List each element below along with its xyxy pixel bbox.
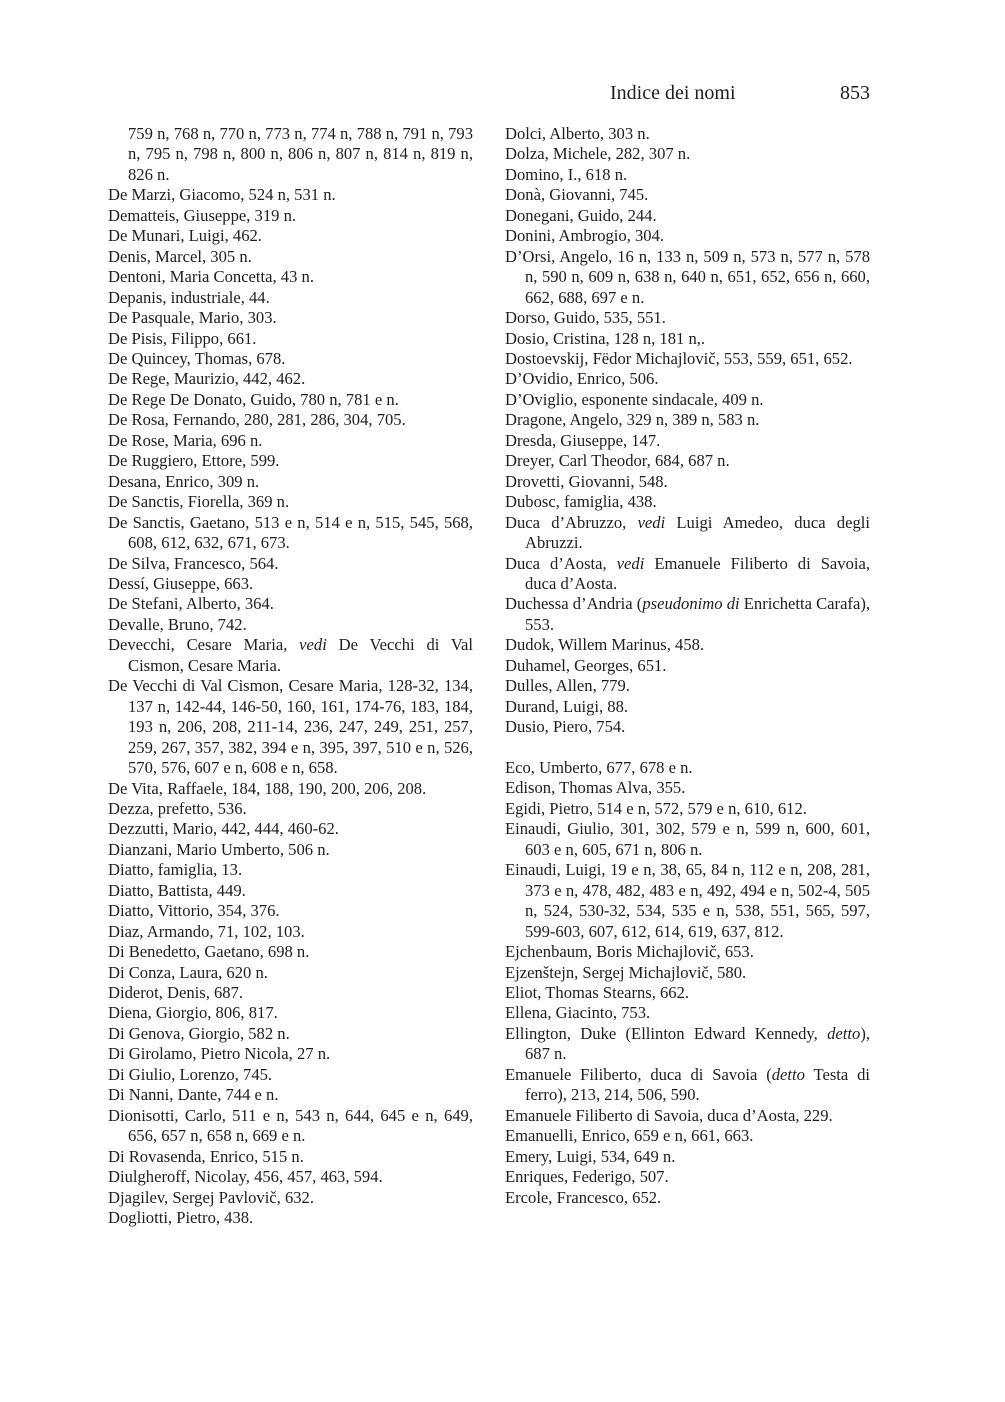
index-entry (108, 472, 473, 492)
index-entry (108, 1147, 473, 1167)
index-entry-text: Emanuele Filiberto, duca di Savoia ( (505, 1064, 772, 1084)
index-entry-text: Denis, Marcel, 305 n. (108, 246, 252, 266)
index-entry-text: Diatto, Battista, 449. (108, 880, 246, 900)
index-entry (505, 1065, 870, 1106)
index-entry (505, 247, 870, 308)
index-entry-italic-text: pseudonimo di (642, 594, 740, 614)
index-entry-text: Dusio, Piero, 754. (505, 717, 626, 737)
index-entry-text: Diulgheroff, Nicolay, 456, 457, 463, 594. (108, 1167, 383, 1187)
index-entry-text: Duca d’Aosta, (505, 553, 617, 573)
index-entry-text: D’Orsi, Angelo, 16 n, 133 n, 509 n, 573 n, 577 n, 578 n, 590 n, 609 n, 638 n, 640 n, 651, 652, 656 n, 660, 662, 688, 697 e n. (505, 246, 870, 307)
index-entry-text: Di Genova, Giorgio, 582 n. (108, 1023, 290, 1043)
index-entry (505, 1126, 870, 1146)
index-entry-text: Diatto, famiglia, 13. (108, 860, 243, 880)
index-entry-text: Duchessa d’Andria ( (505, 594, 643, 614)
index-entry (108, 451, 473, 471)
index-entry (505, 983, 870, 1003)
index-entry (505, 431, 870, 451)
index-entry-text: De Rosa, Fernando, 280, 281, 286, 304, 705. (108, 410, 406, 430)
index-entry-text: De Munari, Luigi, 462. (108, 226, 262, 246)
index-entry (108, 1065, 473, 1085)
index-entry (505, 513, 870, 554)
index-entry-text: Dragone, Angelo, 329 n, 389 n, 583 n. (505, 410, 760, 430)
index-entry-text: Donini, Ambrogio, 304. (505, 226, 665, 246)
index-entry (505, 697, 870, 717)
index-entry-text: De Stefani, Alberto, 364. (108, 594, 274, 614)
index-entry (108, 676, 473, 778)
index-entry (505, 799, 870, 819)
index-entry-text: Devalle, Bruno, 742. (108, 614, 247, 634)
index-entry (108, 860, 473, 880)
index-entry (108, 513, 473, 554)
index-entry (108, 369, 473, 389)
index-entry (505, 410, 870, 430)
index-entry (108, 922, 473, 942)
index-entry (505, 472, 870, 492)
index-entry (108, 901, 473, 921)
index-entry-text: De Silva, Francesco, 564. (108, 553, 279, 573)
index-entry-text: Ercole, Francesco, 652. (505, 1187, 662, 1207)
index-entry-text: Dezza, prefetto, 536. (108, 798, 247, 818)
index-entry-text: Donegani, Guido, 244. (505, 205, 657, 225)
index-entry-text: Eliot, Thomas Stearns, 662. (505, 983, 690, 1003)
index-entry (505, 676, 870, 696)
running-head-title: Indice dei nomi (610, 82, 736, 104)
index-entry-italic-text: detto (827, 1023, 861, 1043)
index-entry-text: Desana, Enrico, 309 n. (108, 471, 260, 491)
page-number: 853 (840, 82, 870, 104)
index-entry-text: Dostoevskij, Fëdor Michajlovič, 553, 559, 651, 652. (505, 348, 853, 368)
index-entry-text: Ejzenštejn, Sergej Michajlovič, 580. (505, 962, 747, 982)
index-entry-text: Emanuelli, Enrico, 659 e n, 661, 663. (505, 1126, 754, 1146)
index-entry-text: Di Rovasenda, Enrico, 515 n. (108, 1146, 304, 1166)
index-entry (108, 881, 473, 901)
index-entry-text: Dolza, Michele, 282, 307 n. (505, 144, 691, 164)
index-entry (505, 717, 870, 737)
index-entry-text: D’Oviglio, esponente sindacale, 409 n. (505, 389, 764, 409)
index-entry (108, 779, 473, 799)
index-entry-text: Dubosc, famiglia, 438. (505, 492, 657, 512)
index-entry (108, 185, 473, 205)
index-entry-text: Djagilev, Sergej Pavlovič, 632. (108, 1187, 315, 1207)
index-entry (108, 492, 473, 512)
index-entry-text: Einaudi, Giulio, 301, 302, 579 e n, 599 n, 600, 601, 603 e n, 605, 671 n, 806 n. (505, 819, 870, 859)
index-entry-text: Egidi, Pietro, 514 e n, 572, 579 e n, 610, 612. (505, 798, 807, 818)
index-entry (505, 165, 870, 185)
index-entry-text: Edison, Thomas Alva, 355. (505, 778, 686, 798)
index-entry-italic-text: vedi (616, 553, 645, 573)
index-entry (108, 983, 473, 1003)
index-entry (505, 1024, 870, 1065)
index-entry-text: Luigi Amedeo, duca degli Abruzzi. (525, 512, 870, 553)
index-entry-text: Enriques, Federigo, 507. (505, 1167, 669, 1187)
index-entry (505, 819, 870, 860)
index-entry-text: Emanuele Filiberto di Savoia, duca d’Aosta. (525, 553, 871, 593)
index-entry-text: Dessí, Giuseppe, 663. (108, 573, 254, 593)
index-entry-text: Domino, I., 618 n. (505, 164, 628, 184)
index-entry-text: ), 687 n. (525, 1023, 870, 1064)
index-entry (108, 635, 473, 676)
index-entry (108, 1003, 473, 1023)
index-entry-text: Dianzani, Mario Umberto, 506 n. (108, 839, 330, 859)
index-entry (505, 554, 870, 595)
index-entry-text: Diderot, Denis, 687. (108, 983, 244, 1003)
index-entry (505, 942, 870, 962)
index-entry-text: Di Nanni, Dante, 744 e n. (108, 1085, 279, 1105)
index-entry-text: Dezzutti, Mario, 442, 444, 460-62. (108, 819, 339, 839)
index-entry-text: De Rose, Maria, 696 n. (108, 430, 263, 450)
index-entry-text: Dorso, Guido, 535, 551. (505, 308, 666, 328)
index-entry (505, 758, 870, 778)
letter-section-gap (505, 738, 870, 758)
index-entry-text: De Pisis, Filippo, 661. (108, 328, 257, 348)
index-entry (108, 942, 473, 962)
index-entry (505, 635, 870, 655)
index-entry-text: Dresda, Giuseppe, 147. (505, 430, 661, 450)
index-entry-text: 759 n, 768 n, 770 n, 773 n, 774 n, 788 n, 791 n, 793 n, 795 n, 798 n, 800 n, 806 n, 807 n, 814 n, 819 n, 826 n. (128, 124, 473, 184)
index-entry-text: Dionisotti, Carlo, 511 e n, 543 n, 644, 645 e n, 649, 656, 657 n, 658 n, 669 e n. (108, 1105, 473, 1146)
index-entry-text: Emanuele Filiberto di Savoia, duca d’Aosta, 229. (505, 1105, 833, 1125)
index-entry (505, 656, 870, 676)
index-entry-text: Dentoni, Maria Concetta, 43 n. (108, 267, 314, 287)
index-entry (108, 840, 473, 860)
index-entry (505, 860, 870, 942)
index-entry-text: De Sanctis, Fiorella, 369 n. (108, 492, 290, 512)
index-entry (505, 1167, 870, 1187)
index-entry (108, 247, 473, 267)
index-entry-text: De Ruggiero, Ettore, 599. (108, 451, 280, 471)
index-entry (505, 1106, 870, 1126)
index-entry (108, 308, 473, 328)
index-entry (108, 819, 473, 839)
index-entry-text: D’Ovidio, Enrico, 506. (505, 369, 659, 389)
index-entry-text: Di Girolamo, Pietro Nicola, 27 n. (108, 1044, 331, 1064)
index-entry (108, 1085, 473, 1105)
index-entry-text: Dematteis, Giuseppe, 319 n. (108, 205, 297, 225)
index-entry (505, 144, 870, 164)
index-entry-text: De Rege De Donato, Guido, 780 n, 781 e n. (108, 389, 399, 409)
index-entry (108, 124, 473, 185)
index-entry (108, 594, 473, 614)
index-entry-text: Dudok, Willem Marinus, 458. (505, 635, 705, 655)
index-entry-text: Eco, Umberto, 677, 678 e n. (505, 758, 693, 778)
index-entry-text: Duhamel, Georges, 651. (505, 655, 667, 675)
index-entry-text: Diaz, Armando, 71, 102, 103. (108, 921, 305, 941)
index-entry-text: Diena, Giorgio, 806, 817. (108, 1003, 278, 1023)
index-entry (505, 329, 870, 349)
index-entry-text: De Rege, Maurizio, 442, 462. (108, 369, 306, 389)
index-entry (505, 492, 870, 512)
index-entry (108, 267, 473, 287)
index-entry (108, 1167, 473, 1187)
index-entry-text: Dogliotti, Pietro, 438. (108, 1208, 254, 1228)
index-entry (108, 615, 473, 635)
index-entry-text: De Marzi, Giacomo, 524 n, 531 n. (108, 185, 336, 205)
index-entry (108, 1106, 473, 1147)
index-column-left (108, 124, 473, 1228)
index-entry-italic-text: vedi (637, 512, 666, 532)
index-entry-text: Dolci, Alberto, 303 n. (505, 124, 650, 143)
index-entry-text: De Pasquale, Mario, 303. (108, 308, 277, 328)
index-entry-text: Ellena, Giacinto, 753. (505, 1003, 651, 1023)
index-entry (108, 410, 473, 430)
index-entry (108, 1044, 473, 1064)
index-entry (505, 1003, 870, 1023)
index-entry (505, 349, 870, 369)
index-entry-text: De Vecchi di Val Cismon, Cesare Maria, 128-32, 134, 137 n, 142-44, 146-50, 160, 161, 174-76, 183, 184, 193 n, 206, 208, 211-14, 236, 247, 249, 251, 257, 259, 267, 357, 382, 394 e n, 395, 397, 510 e n, 526, 570, 576, 607 e n, 608 e n, 658. (108, 676, 473, 778)
index-entry-text: De Vita, Raffaele, 184, 188, 190, 200, 206, 208. (108, 778, 427, 798)
index-entry-text: Depanis, industriale, 44. (108, 287, 270, 307)
index-entry-text: De Vecchi di Val Cismon, Cesare Maria. (128, 635, 473, 675)
index-entry-text: Drovetti, Giovanni, 548. (505, 471, 668, 491)
index-entry (505, 1188, 870, 1208)
index-entry (505, 963, 870, 983)
running-head (600, 80, 870, 106)
index-entry (108, 574, 473, 594)
index-entry (505, 185, 870, 205)
index-entry (505, 308, 870, 328)
index-entry-text: Di Giulio, Lorenzo, 745. (108, 1064, 273, 1084)
index-entry (505, 369, 870, 389)
index-entry (108, 349, 473, 369)
index-entry (505, 1147, 870, 1167)
index-entry-text: Duca d’Abruzzo, (505, 512, 638, 532)
index-entry (505, 206, 870, 226)
index-entry (505, 451, 870, 471)
index-entry-text: Dosio, Cristina, 128 n, 181 n,. (505, 328, 706, 348)
index-entry-italic-text: detto (771, 1064, 805, 1084)
index-entry (108, 799, 473, 819)
index-entry-text: Testa di ferro), 213, 214, 506, 590. (525, 1064, 870, 1105)
index-entry-text: Emery, Luigi, 534, 649 n. (505, 1146, 676, 1166)
index-entry-text: Einaudi, Luigi, 19 e n, 38, 65, 84 n, 112 e n, 208, 281, 373 e n, 478, 482, 483 e n, 492, 494 e n, 502-4, 505 n, 524, 530-32, 534, 535 e n, 538, 551, 565, 597, 599-603, 607, 612, 614, 619, 637, 812. (505, 860, 870, 941)
index-entry (108, 554, 473, 574)
index-entry-text: Di Benedetto, Gaetano, 698 n. (108, 942, 310, 962)
index-entry (108, 329, 473, 349)
index-entry (505, 594, 870, 635)
index-entry-text: Diatto, Vittorio, 354, 376. (108, 901, 280, 921)
index-entry (108, 1188, 473, 1208)
index-entry-text: Ellington, Duke (Ellinton Edward Kennedy, (505, 1023, 828, 1043)
index-entry (505, 124, 870, 144)
index-entry-text: Donà, Giovanni, 745. (505, 185, 649, 205)
index-entry (505, 390, 870, 410)
index-entry-text: Devecchi, Cesare Maria, (108, 635, 300, 655)
index-entry-text: De Quincey, Thomas, 678. (108, 348, 286, 368)
index-entry-text: Di Conza, Laura, 620 n. (108, 962, 268, 982)
index-entry (108, 390, 473, 410)
index-entry (108, 226, 473, 246)
index-entry (108, 1024, 473, 1044)
index-entry-text: De Sanctis, Gaetano, 513 e n, 514 e n, 515, 545, 568, 608, 612, 632, 671, 673. (108, 512, 473, 553)
index-entry (505, 226, 870, 246)
index-entry (108, 1208, 473, 1228)
index-entry-text: Durand, Luigi, 88. (505, 696, 629, 716)
index-entry-text: Enrichetta Carafa), 553. (525, 594, 870, 634)
index-entry-text: Dulles, Allen, 779. (505, 676, 630, 696)
index-entry (108, 206, 473, 226)
index-entry-text: Dreyer, Carl Theodor, 684, 687 n. (505, 451, 730, 471)
index-entry (108, 963, 473, 983)
index-column-right (505, 124, 870, 1208)
index-entry-italic-text: vedi (299, 635, 327, 655)
index-entry (108, 288, 473, 308)
index-entry (108, 431, 473, 451)
index-entry-text: Ejchenbaum, Boris Michajlovič, 653. (505, 942, 754, 962)
index-entry (505, 778, 870, 798)
